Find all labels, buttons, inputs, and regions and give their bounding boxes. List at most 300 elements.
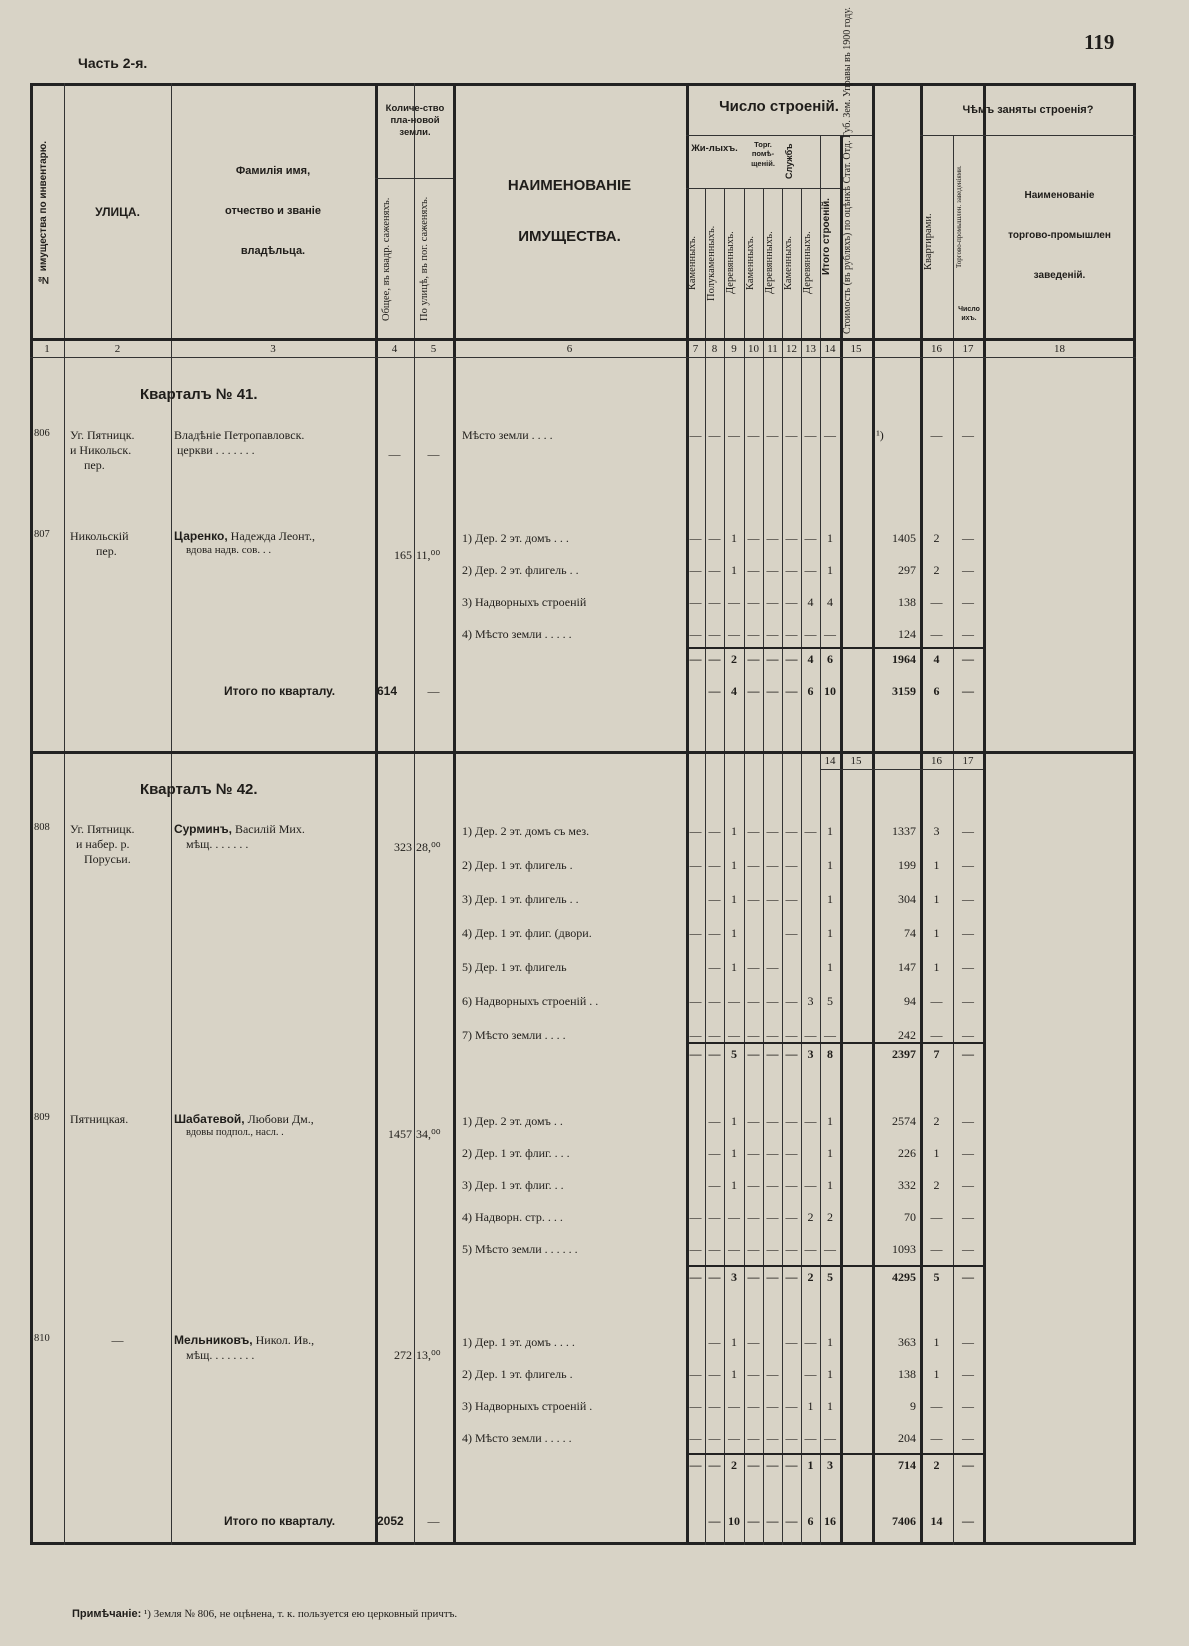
cell: — (689, 1431, 702, 1445)
owner-name: Шабатевой, (174, 1112, 245, 1126)
cell: — (785, 1242, 798, 1256)
cell: — (708, 627, 721, 641)
header-trade: Торг. помѣ-щеній. (751, 140, 775, 168)
street: Порусьи. (84, 852, 131, 866)
quarter-title: Кварталъ № 41. (140, 386, 258, 403)
total-cell: 2397 (892, 1047, 916, 1061)
total-cell: — (689, 1270, 702, 1284)
col-divider (983, 83, 986, 1545)
header-c9: Деревянныхъ. (725, 231, 736, 295)
total-cell: — (708, 1047, 721, 1061)
cell: — (930, 1242, 943, 1256)
total-cell: 4 (807, 652, 814, 666)
street-front: 28,⁰⁰ (416, 840, 441, 854)
column-number: 7 (692, 343, 699, 355)
cell: — (785, 531, 798, 545)
col-divider (872, 83, 875, 1545)
cell: 297 (898, 563, 916, 577)
cell: — (785, 595, 798, 609)
cell: — (804, 1242, 817, 1256)
owner: Владѣніе Петропавловск. (174, 428, 305, 442)
header-trade-establishments: Торгово-промышлен. заведеніями. (955, 165, 963, 269)
cell: ¹) (876, 428, 884, 442)
cell: — (766, 824, 779, 838)
cell: — (747, 1335, 760, 1349)
total-cell: — (785, 684, 798, 698)
total-cell: — (747, 1514, 760, 1528)
cell: — (766, 994, 779, 1008)
cell: — (728, 1399, 740, 1413)
cell: — (804, 563, 817, 577)
cell: — (785, 428, 798, 442)
total-cell: — (766, 1514, 779, 1528)
owner-name: Мельниковъ, (174, 1333, 253, 1347)
cell: — (824, 1431, 836, 1445)
cell: 1 (933, 1335, 940, 1349)
cell: — (785, 563, 798, 577)
inventory-number: 810 (34, 1333, 50, 1344)
cell: 9 (910, 1399, 916, 1413)
cell: — (766, 1114, 779, 1128)
cell: — (824, 1242, 836, 1256)
cell: — (728, 595, 740, 609)
property-name: 1) Дер. 2 эт. домъ . . (462, 1114, 563, 1128)
total-cell: 7 (933, 1047, 940, 1061)
cell: 1 (827, 1399, 833, 1413)
total-cell: 6 (807, 1514, 814, 1528)
column-number: 18 (1054, 343, 1065, 355)
street: пер. (84, 458, 105, 472)
cell: 1 (933, 1367, 940, 1381)
cell: — (708, 1114, 721, 1128)
column-number-rule (820, 769, 983, 770)
cell: — (728, 1242, 740, 1256)
total-cell: — (689, 1458, 702, 1472)
cell: — (962, 1114, 974, 1128)
cell: — (804, 1335, 817, 1349)
cell: — (708, 531, 721, 545)
column-number: 17 (962, 755, 974, 767)
cell: — (804, 1114, 817, 1128)
cell: — (785, 1431, 798, 1445)
header-c11: Деревянныхъ. (764, 231, 775, 295)
cell: — (689, 428, 702, 442)
cell: — (689, 1028, 702, 1042)
cell: — (930, 428, 943, 442)
total-cell: 714 (898, 1458, 916, 1472)
header-apartments: Квартирами. (923, 213, 934, 271)
total-cell: 2 (731, 1458, 737, 1472)
total-cell: 6 (933, 684, 940, 698)
column-number: 16 (931, 755, 942, 767)
col-divider (171, 83, 172, 1545)
column-number: 15 (850, 755, 862, 767)
header-valuation: Стоимость (въ рубляхъ) по оцѣнкѣ Стат. Отд. Губ. Зем. Управы въ 1900 году. (842, 7, 853, 334)
cell: 1 (827, 1367, 833, 1381)
cell: — (747, 595, 760, 609)
cell: — (747, 994, 760, 1008)
cell: — (824, 428, 836, 442)
total-cell: 5 (731, 1047, 737, 1061)
total-cell: — (766, 652, 779, 666)
cell: 242 (898, 1028, 916, 1042)
cell: 1 (827, 1114, 833, 1128)
total-cell: 4295 (892, 1270, 916, 1284)
quarter-title: Кварталъ № 42. (140, 781, 258, 798)
cell: — (728, 1210, 740, 1224)
cell: — (930, 1028, 943, 1042)
page-number: 119 (1084, 30, 1115, 54)
cell: — (747, 563, 760, 577)
cell: — (785, 1210, 798, 1224)
cell: 1 (731, 531, 737, 545)
property-name: 4) Дер. 1 эт. флиг. (двори. (462, 926, 592, 940)
col-divider (414, 83, 415, 1545)
total-cell: 7406 (892, 1514, 916, 1528)
cell: 2 (933, 531, 940, 545)
header-count: Число ихъ. (958, 306, 980, 322)
owner: мѣщ. . . . . . . (186, 837, 249, 851)
area-total: 272 (394, 1348, 412, 1362)
cell: — (689, 1367, 702, 1381)
owner: Василій Мих. (234, 822, 305, 836)
total-cell: — (766, 1270, 779, 1284)
street: пер. (96, 544, 117, 558)
total-cell: — (962, 684, 974, 698)
cell: — (708, 1399, 721, 1413)
part-label: Часть 2-я. (78, 55, 148, 71)
total-cell: 8 (827, 1047, 833, 1061)
column-number-rule (30, 357, 1136, 358)
cell: — (766, 1178, 779, 1192)
cell: — (930, 1210, 943, 1224)
header-street: УЛИЦА. (95, 205, 140, 219)
column-number: 1 (44, 343, 50, 355)
cell: — (962, 1431, 974, 1445)
total-cell: — (708, 1514, 721, 1528)
header-land-quantity: Количе-ство пла-новой земли. (385, 103, 445, 138)
total-cell: — (708, 1458, 721, 1472)
header-c13: Деревянныхъ. (802, 231, 813, 295)
header-rule (30, 338, 1136, 341)
cell: 1 (731, 1178, 737, 1192)
property-name: 1) Дер. 2 эт. домъ . . . (462, 531, 569, 545)
cell: — (728, 994, 740, 1008)
cell: — (747, 1210, 760, 1224)
header-owner-2: отчество и званіе (225, 205, 321, 217)
cell: 1 (933, 960, 940, 974)
street-front: 11,⁰⁰ (416, 548, 441, 562)
cell: 1 (933, 1146, 940, 1160)
street: и Никольск. (70, 443, 132, 457)
cell: — (785, 1146, 798, 1160)
footnote-text: ¹) Земля № 806, не оцѣнена, т. к. пользуется ею церковный причтъ. (144, 1608, 458, 1620)
quarter-total-front: — (427, 684, 440, 698)
column-number: 4 (391, 343, 398, 355)
total-cell: — (766, 1458, 779, 1472)
total-cell: — (747, 684, 760, 698)
subtotal-rule (686, 1265, 983, 1267)
cell: — (766, 595, 779, 609)
area-total: 165 (394, 548, 412, 562)
cell: — (930, 627, 943, 641)
cell: — (785, 1178, 798, 1192)
total-cell: 10 (728, 1514, 740, 1528)
total-cell: — (785, 1270, 798, 1284)
total-cell: 14 (930, 1514, 943, 1528)
total-cell: 1 (807, 1458, 814, 1472)
cell: — (962, 824, 974, 838)
cell: 1 (731, 1335, 737, 1349)
total-cell: 4 (731, 684, 737, 698)
cell: 2 (807, 1210, 814, 1224)
total-cell: — (785, 1047, 798, 1061)
column-number: 15 (850, 343, 862, 355)
cell: — (728, 428, 740, 442)
total-cell: — (689, 1047, 702, 1061)
total-cell: 10 (824, 684, 836, 698)
property-name: 6) Надворныхъ строеній . . (462, 994, 599, 1008)
total-cell: — (766, 684, 779, 698)
cell: — (766, 1210, 779, 1224)
column-number: 2 (114, 343, 121, 355)
cell: — (962, 892, 974, 906)
cell: — (766, 531, 779, 545)
cell: 1 (827, 1335, 833, 1349)
header-rule (686, 188, 840, 189)
column-number: 9 (731, 343, 737, 355)
header-owner-1: Фамилія имя, (235, 165, 311, 177)
cell: — (785, 1114, 798, 1128)
cell: 4 (807, 595, 814, 609)
cell: 147 (898, 960, 916, 974)
cell: 3 (933, 824, 940, 838)
cell: — (708, 1210, 721, 1224)
cell: — (708, 1431, 721, 1445)
cell: 2 (933, 1114, 940, 1128)
subtotal-rule (686, 647, 983, 649)
cell: — (962, 1210, 974, 1224)
header-names-3: заведеній. (1033, 270, 1086, 281)
total-cell: 4 (933, 652, 940, 666)
street: Уг. Пятницк. (70, 822, 135, 836)
header-buildings: Число строеній. (719, 98, 839, 115)
cell: 1337 (892, 824, 916, 838)
cell: 1 (827, 960, 833, 974)
cell: 2 (933, 1178, 940, 1192)
cell: 1 (731, 926, 737, 940)
cell: — (708, 1367, 721, 1381)
property-name: 1) Дер. 1 эт. домъ . . . . (462, 1335, 575, 1349)
subtotal-rule (686, 1042, 983, 1044)
cell: — (804, 428, 817, 442)
cell: — (785, 627, 798, 641)
cell: — (804, 1028, 817, 1042)
cell: — (766, 1028, 779, 1042)
cell: — (962, 531, 974, 545)
header-c12: Каменныхъ. (783, 235, 794, 291)
footnote-label: Примѣчаніе: (72, 1608, 142, 1620)
cell: — (708, 960, 721, 974)
column-number: 13 (805, 343, 816, 355)
cell: — (766, 1367, 779, 1381)
col-divider (64, 83, 65, 1545)
cell: — (785, 858, 798, 872)
cell: — (728, 627, 740, 641)
cell: — (785, 1335, 798, 1349)
cell: — (766, 892, 779, 906)
cell: — (689, 1210, 702, 1224)
cell: 199 (898, 858, 916, 872)
cell: — (689, 1399, 702, 1413)
cell: — (747, 824, 760, 838)
quarter-total-label: Итого по кварталу. (224, 1514, 336, 1528)
total-cell: 16 (824, 1514, 836, 1528)
cell: — (962, 1146, 974, 1160)
total-cell: 6 (827, 652, 833, 666)
total-cell: — (689, 652, 702, 666)
cell: — (689, 926, 702, 940)
total-cell: 3 (827, 1458, 833, 1472)
street: Уг. Пятницк. (70, 428, 135, 442)
cell: 1 (827, 858, 833, 872)
column-number: 10 (748, 343, 759, 355)
cell: — (747, 1146, 760, 1160)
cell: 1 (731, 960, 737, 974)
cell: — (708, 1028, 721, 1042)
cell: 332 (898, 1178, 916, 1192)
cell: — (930, 595, 943, 609)
cell: — (708, 1242, 721, 1256)
owner: вдова надв. сов. . . (186, 544, 272, 556)
cell: — (708, 595, 721, 609)
cell: 1 (731, 1367, 737, 1381)
header-total-buildings: Итого строеній. (821, 198, 832, 276)
cell: — (962, 1399, 974, 1413)
cell: 70 (904, 1210, 916, 1224)
cell: — (962, 1028, 974, 1042)
cell: — (747, 428, 760, 442)
cell: — (962, 1335, 974, 1349)
cell: 1 (731, 858, 737, 872)
total-cell: — (747, 1047, 760, 1061)
cell: — (728, 1028, 740, 1042)
owner: мѣщ. . . . . . . . (186, 1348, 255, 1362)
cell: 1 (933, 892, 940, 906)
property-name: 7) Мѣсто земли . . . . (462, 1028, 566, 1042)
cell: — (747, 858, 760, 872)
cell: — (689, 531, 702, 545)
cell: — (766, 858, 779, 872)
header-occupied: Чѣмъ заняты строенія? (962, 104, 1094, 116)
column-number: 8 (711, 343, 718, 355)
cell: — (708, 824, 721, 838)
total-cell: 3 (807, 1047, 814, 1061)
total-cell: — (962, 652, 974, 666)
inventory-number: 808 (34, 822, 50, 833)
col-divider (453, 83, 456, 1545)
street: и набер. р. (76, 837, 130, 851)
cell: — (766, 960, 779, 974)
cell: — (708, 994, 721, 1008)
cell: — (962, 1242, 974, 1256)
column-number: 12 (786, 343, 797, 355)
cell: 204 (898, 1431, 916, 1445)
cell: — (747, 1114, 760, 1128)
cell: — (708, 1335, 721, 1349)
total-cell: 6 (807, 684, 814, 698)
header-names-1: Наименованіе (1024, 190, 1095, 201)
cell: — (747, 1178, 760, 1192)
cell: 1 (827, 824, 833, 838)
property-name: 4) Мѣсто земли . . . . . (462, 627, 572, 641)
cell: — (708, 1178, 721, 1192)
cell: 2 (827, 1210, 833, 1224)
cell: — (689, 627, 702, 641)
street: — (111, 1333, 124, 1347)
cell: — (804, 1431, 817, 1445)
street: Никольскій (70, 529, 129, 543)
header-owner-3: владѣльца. (240, 245, 306, 257)
cell: — (747, 1242, 760, 1256)
owner: вдовы подпол., насл. . (186, 1127, 284, 1138)
cell: 1 (827, 892, 833, 906)
total-cell: — (708, 1270, 721, 1284)
cell: 5 (827, 994, 833, 1008)
cell: 1 (827, 563, 833, 577)
cell: — (785, 1028, 798, 1042)
cell: — (747, 1431, 760, 1445)
cell: — (962, 595, 974, 609)
quarter-total-label: Итого по кварталу. (224, 684, 336, 698)
header-c10: Каменныхъ. (745, 235, 756, 291)
total-cell: — (747, 1270, 760, 1284)
cell: 138 (898, 1367, 916, 1381)
cell: 1 (731, 563, 737, 577)
cell: — (689, 563, 702, 577)
cell: — (962, 563, 974, 577)
property-name: 2) Дер. 2 эт. флигель . . (462, 563, 579, 577)
cell: 1 (731, 1114, 737, 1128)
cell: 226 (898, 1146, 916, 1160)
column-number: 17 (962, 343, 974, 355)
cell: — (747, 960, 760, 974)
header-property-1: НАИМЕНОВАНІЕ (507, 177, 632, 194)
total-cell: 2 (807, 1270, 814, 1284)
total-cell: — (785, 652, 798, 666)
cell: — (747, 892, 760, 906)
cell: — (785, 824, 798, 838)
cell: — (766, 1146, 779, 1160)
header-service: Службъ (784, 143, 794, 180)
total-cell: 2 (731, 652, 737, 666)
property-name: Мѣсто земли . . . . (462, 428, 553, 442)
area-total: — (388, 447, 401, 461)
street: Пятницкая. (70, 1112, 129, 1126)
total-cell: — (708, 684, 721, 698)
cell: 1 (933, 926, 940, 940)
cell: — (804, 627, 817, 641)
cell: — (689, 824, 702, 838)
cell: — (728, 1431, 740, 1445)
cell: — (766, 1399, 779, 1413)
total-cell: — (747, 652, 760, 666)
column-number: 11 (767, 343, 778, 355)
total-cell: — (766, 1047, 779, 1061)
street-front: — (427, 447, 440, 461)
cell: — (689, 858, 702, 872)
cell: 3 (807, 994, 814, 1008)
